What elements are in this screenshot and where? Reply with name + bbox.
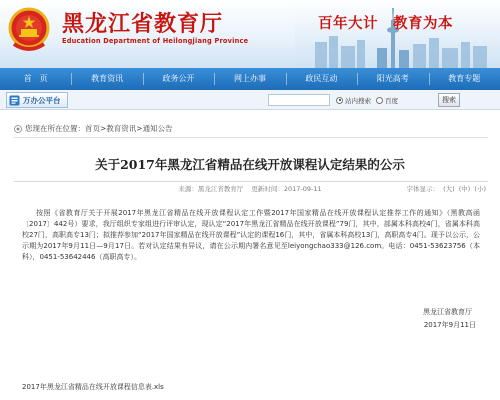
nav-item-news[interactable]: 教育资讯	[71, 68, 142, 90]
office-platform-label: 万办公平台	[23, 95, 61, 105]
breadcrumb	[14, 123, 173, 134]
radio-baidu[interactable]	[376, 97, 383, 104]
search-input[interactable]	[268, 94, 330, 106]
nav-item-topics[interactable]: 教育专题	[429, 68, 500, 90]
font-small-button[interactable]: (小)	[474, 185, 486, 193]
nav-item-interaction[interactable]: 政民互动	[286, 68, 357, 90]
main-nav	[0, 68, 500, 90]
service-bar	[0, 90, 500, 110]
site-title: 黑龙江省教育厅	[62, 11, 224, 37]
platform-icon	[9, 95, 20, 106]
divider	[14, 137, 488, 138]
radio-site-label: 站内搜索	[345, 96, 371, 105]
city-skyline-image	[295, 0, 500, 68]
site-header	[0, 0, 500, 68]
office-platform-link[interactable]	[6, 92, 68, 108]
breadcrumb-text[interactable]: 您现在所在位置：首页>教育资讯>通知公告	[25, 124, 173, 133]
font-size-controls	[405, 184, 486, 193]
font-medium-button[interactable]: (中)	[458, 185, 471, 193]
site-subtitle: Education Department of Heilongjiang Province	[62, 37, 249, 45]
attachment-link[interactable]: 2017年黑龙江省精品在线开放课程信息表.xls	[22, 383, 164, 391]
article-source: 来源：黑龙江省教育厅	[178, 185, 244, 193]
search-button[interactable]: 搜索	[438, 93, 460, 107]
font-large-button[interactable]: (大)	[443, 185, 455, 193]
signature-date: 2017年9月11日	[423, 321, 476, 329]
location-icon	[14, 125, 22, 133]
nav-item-home[interactable]: 首 页	[23, 74, 48, 83]
divider	[14, 181, 488, 182]
slogan: 百年大计 教育为本	[318, 15, 453, 32]
nav-item-college-exam[interactable]: 阳光高考	[357, 68, 428, 90]
national-emblem-icon	[6, 6, 52, 54]
article-body: 按照《省教育厅关于开展2017年黑龙江省精品在线开放课程认定工作暨2017年国家精品在线开放课程认定推荐工作的通知》（黑教高函〔2017〕442号）要求，我厅组织专家组进行评审认定，现认定“2017年黑龙江省精品在线开放课程”79门，其中，部属本科高校4门，省属本科高校27门，高职高专13门；拟推荐参加“2017年国家精品在线开放课程”认定的课程16门，其中，省属本科高校13门，高职高专4门。现予以公示，公示期为2017年9月11日—9月17日。若对认定结果有异议，请在公示期内署名意见至leiyongchao333@126.com。电话：0451-53623756（本科），0451-53642446（高职高专）。	[22, 209, 480, 261]
radio-baidu-label: 百度	[385, 96, 398, 105]
radio-site-search[interactable]	[336, 97, 343, 104]
nav-item-gov-affairs[interactable]: 政务公开	[143, 68, 214, 90]
search-scope	[336, 94, 403, 106]
signature-org: 黑龙江省教育厅	[423, 308, 472, 316]
nav-item-online-services[interactable]: 网上办事	[214, 68, 285, 90]
article-updated: 更新时间：2017-09-11	[251, 185, 322, 193]
font-size-label: 字体显示：	[406, 185, 440, 193]
article-title: 关于2017年黑龙江省精品在线开放课程认定结果的公示	[95, 157, 405, 172]
